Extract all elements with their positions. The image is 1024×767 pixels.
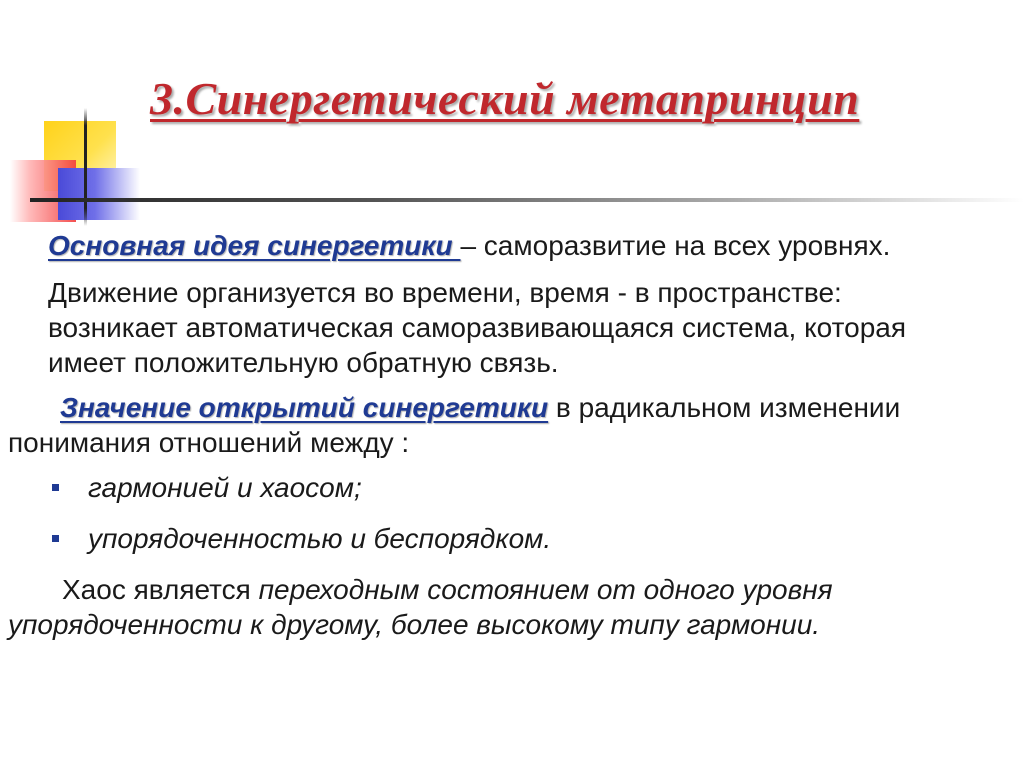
significance-line (0, 390, 1010, 425)
chaos-plain-text: Хаос является (62, 574, 259, 605)
significance-continuation: понимания отношений между : (8, 427, 410, 458)
movement-paragraph-line-1: Движение организуется во времени, время - в пространстве: (48, 277, 842, 308)
significance-text: в радикальном изменении (548, 392, 901, 423)
decor-vertical-line (84, 108, 87, 226)
chaos-line-1 (0, 572, 1010, 607)
list-item (0, 521, 1010, 556)
main-idea-emphasis: Основная идея синергетики (48, 230, 461, 261)
movement-paragraph-line-3: имеет положительную обратную связь. (48, 347, 559, 378)
list-item-text: гармонией и хаосом; (88, 472, 362, 503)
list-item-text: упорядоченностью и беспорядком. (88, 523, 552, 554)
relations-list (0, 470, 1010, 556)
main-idea-text: – саморазвитие на всех уровнях. (460, 230, 891, 261)
chaos-italic-text-1: переходным состоянием от одного уровня (258, 574, 833, 605)
square-bullet-icon (52, 484, 59, 491)
decor-blue-square (58, 168, 140, 220)
decor-horizontal-line (30, 198, 1024, 202)
slide-body (0, 228, 1010, 642)
significance-emphasis: Значение открытий синергетики (60, 392, 549, 423)
chaos-line-2: упорядоченности к другому, более высокому типу гармонии. (8, 609, 821, 640)
slide-title: 3.Синергетический метапринцип (150, 73, 860, 124)
list-item (0, 470, 1010, 505)
main-idea-line (0, 228, 1010, 263)
square-bullet-icon (52, 535, 59, 542)
movement-paragraph-line-2: возникает автоматическая саморазвивающаяся система, которая (48, 312, 907, 343)
